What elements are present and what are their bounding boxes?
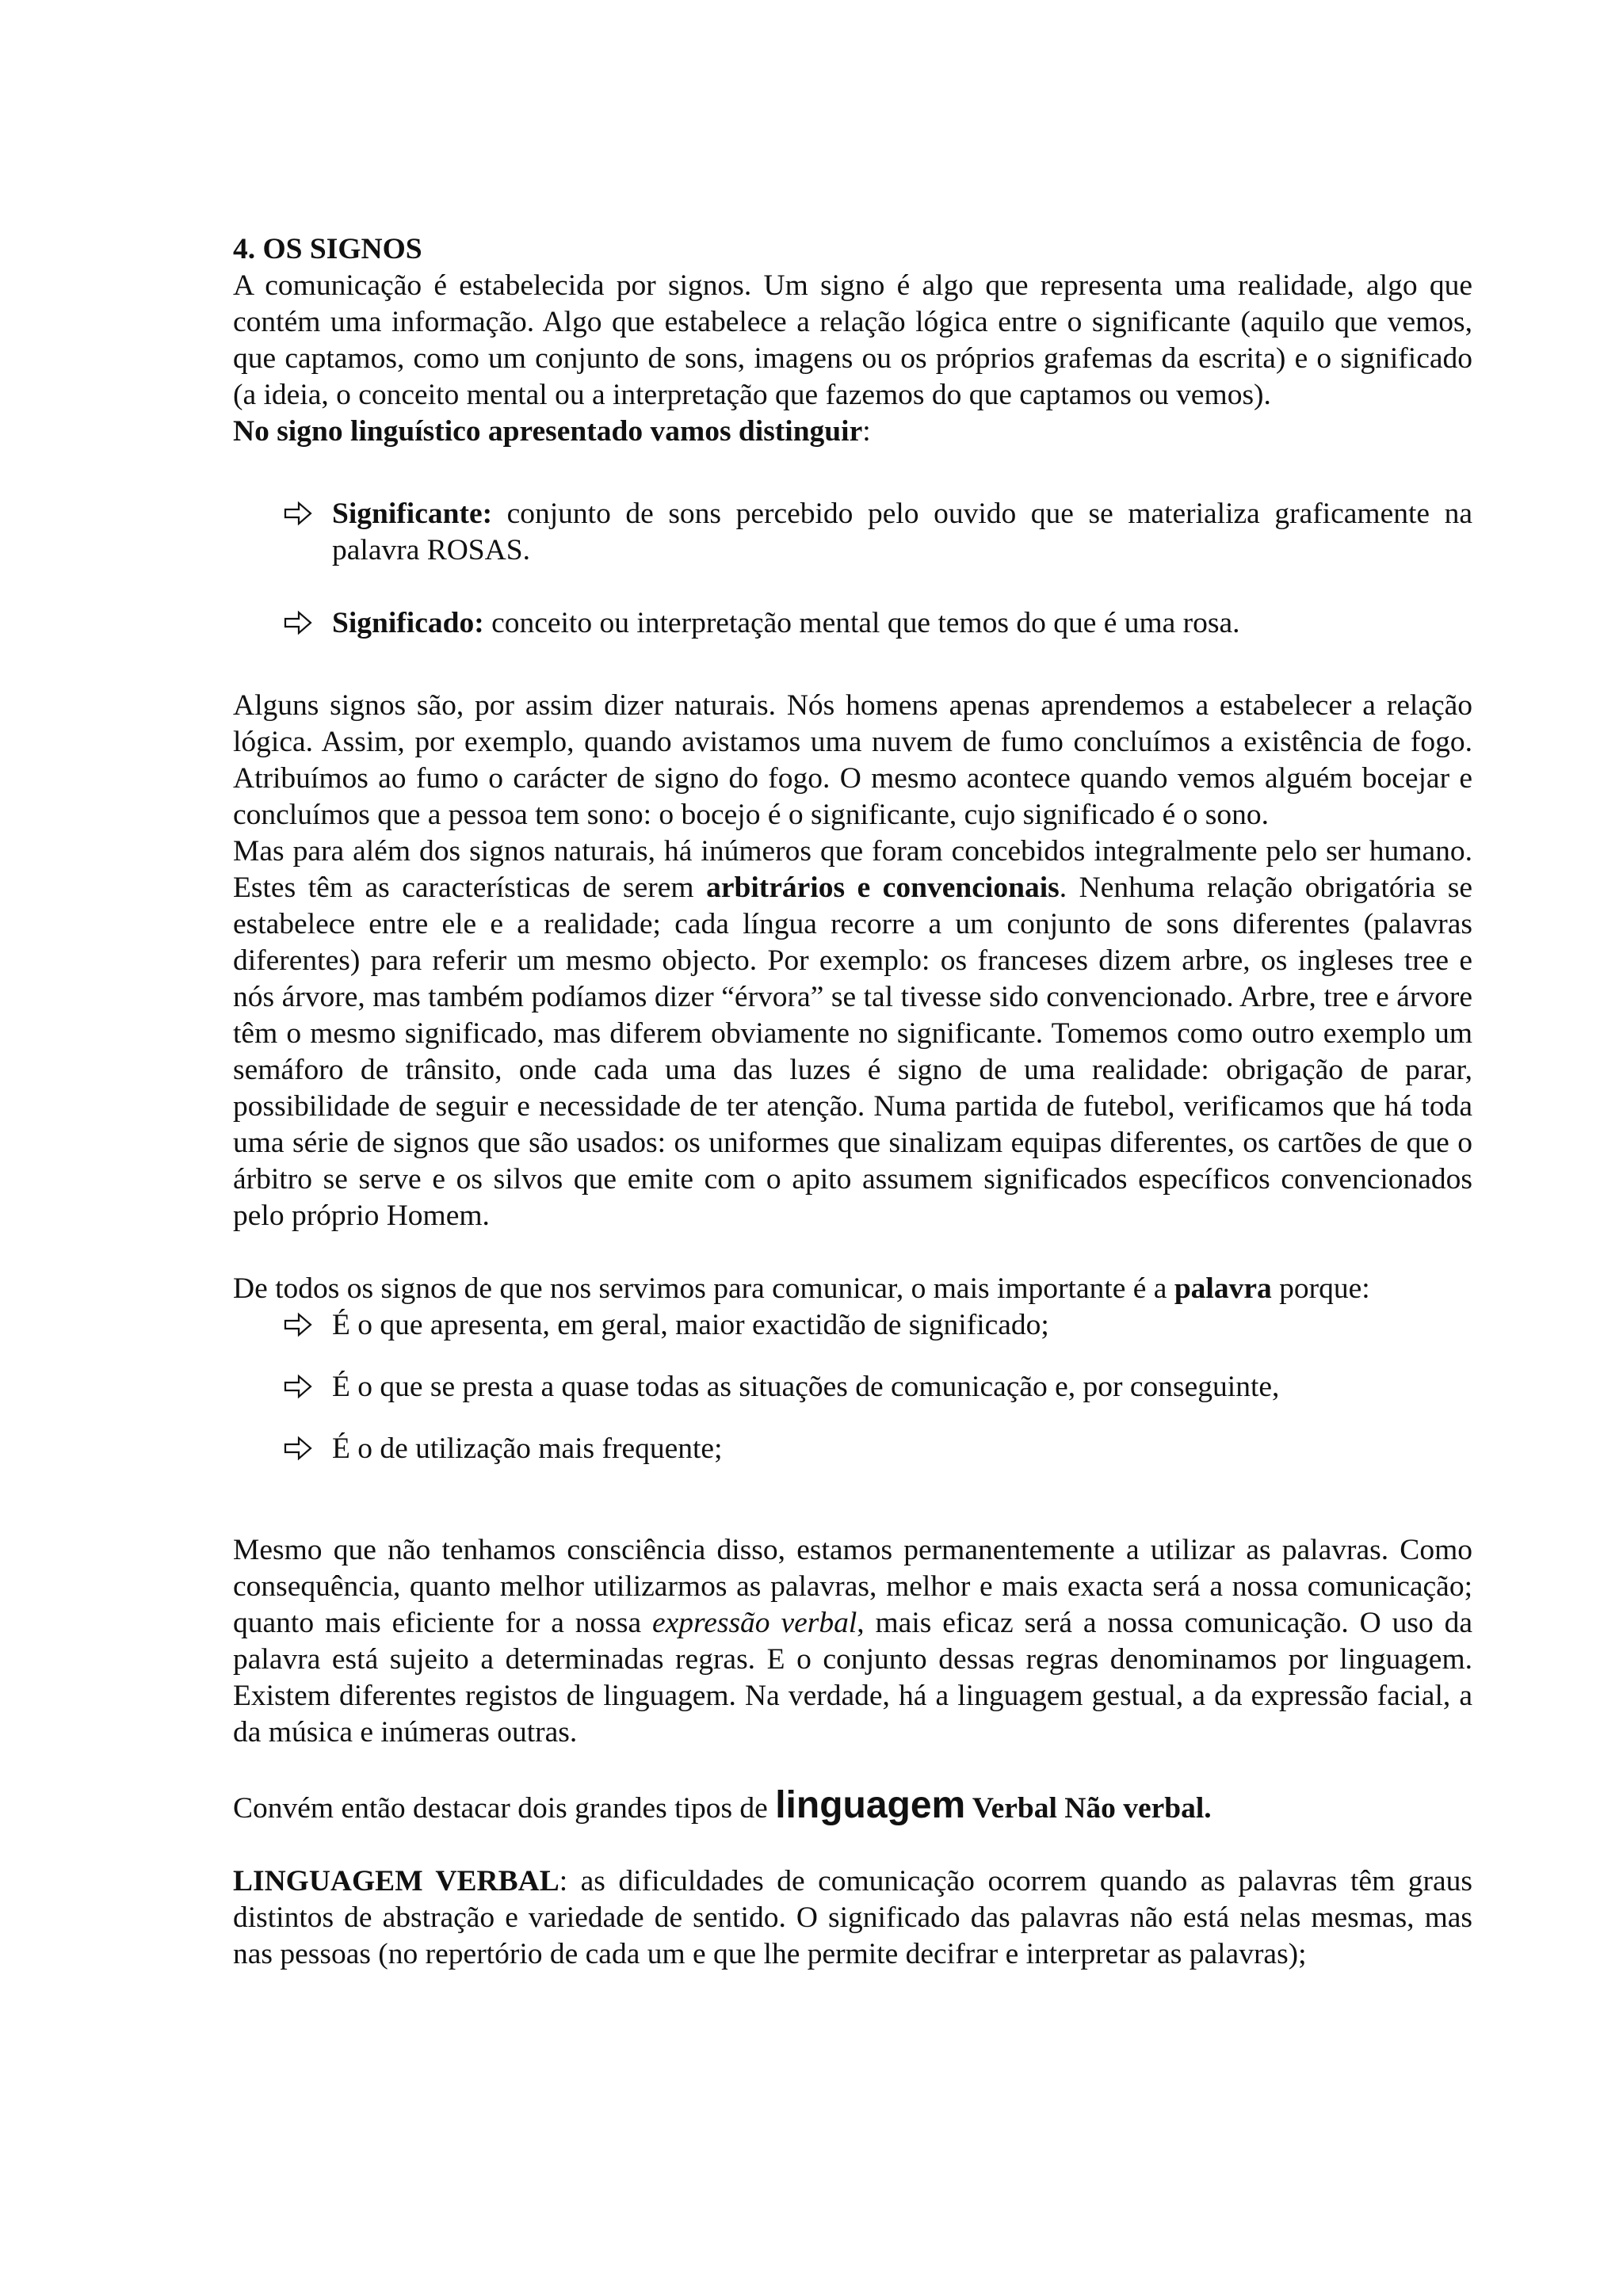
- reason-text: É o que se presta a quase todas as situações de comunicação e, por conseguinte,: [332, 1371, 1280, 1403]
- outline-right-arrow-icon: [282, 1432, 314, 1464]
- linguagem-big-bold: linguagem: [775, 1784, 966, 1826]
- outline-right-arrow-icon: [282, 498, 314, 529]
- list-item-reason-3: [233, 1431, 1472, 1467]
- list-item-reason-1: [233, 1307, 1472, 1344]
- distinguish-colon: :: [862, 415, 871, 448]
- palavra-bold: palavra: [1174, 1272, 1272, 1305]
- list-item-significante: [233, 496, 1472, 569]
- palavra-intro-paragraph: [233, 1271, 1472, 1307]
- arbitrary-signs-paragraph: [233, 833, 1472, 1234]
- expressao-verbal-italic: expressão verbal: [651, 1607, 857, 1639]
- outline-right-arrow-icon: [282, 1371, 314, 1402]
- list-item-reason-2: [233, 1369, 1472, 1405]
- consciousness-paragraph: [233, 1532, 1472, 1751]
- palavra-reasons-list: [233, 1307, 1472, 1467]
- two-types-paragraph: [233, 1784, 1472, 1827]
- definition-significado: conceito ou interpretação mental que temos do que é uma rosa.: [483, 607, 1240, 639]
- outline-right-arrow-icon: [282, 607, 314, 639]
- palavra-text-after: porque:: [1271, 1272, 1370, 1305]
- palavra-text-before: De todos os signos de que nos servimos para comunicar, o mais importante é a: [233, 1272, 1174, 1305]
- term-significante: Significante:: [332, 498, 493, 530]
- section-title: 4. OS SIGNOS: [233, 233, 422, 265]
- distinguish-bold: No signo linguístico apresentado vamos distinguir: [233, 415, 863, 448]
- definition-significante: conjunto de sons percebido pelo ouvido que se materializa graficamente na palavra ROSAS.: [332, 498, 1472, 566]
- consciousness-text-after: , mais eficaz será a nossa comunicação. O uso da palavra está sujeito a determinadas regras. E o conjunto dessas regras denominamos por linguagem. Existem diferentes registos de linguagem. Na verdade, há a linguagem gestual, a da expressão facial, a da música e inúmeras outras.: [233, 1607, 1472, 1749]
- sign-parts-list: [233, 496, 1472, 642]
- document-body: [233, 231, 1472, 1973]
- verbal-text-after: : as dificuldades de comunicação ocorrem quando as palavras têm graus distintos de abstração e variedade de sentido. O significado das palavras não está nelas mesmas, mas nas pessoas (no repertório de cada um e que lhe permite decifrar e interpretar as palavras);: [233, 1865, 1472, 1970]
- natural-signs-paragraph: Alguns signos são, por assim dizer naturais. Nós homens apenas aprendemos a estabelecer a relação lógica. Assim, por exemplo, quando avistamos uma nuvem de fumo concluímos a existência de fogo. Atribuímos ao fumo o carácter de signo do fogo. O mesmo acontece quando vemos alguém bocejar e concluímos que a pessoa tem sono: o bocejo é o significante, cujo significado é o sono.: [233, 689, 1472, 831]
- verbal-heading-bold: LINGUAGEM VERBAL: [233, 1865, 559, 1897]
- two-types-text-before: Convém então destacar dois grandes tipos de: [233, 1792, 776, 1825]
- intro-paragraph: A comunicação é estabelecida por signos. Um signo é algo que representa uma realidade, algo que contém uma informação. Algo que estabelece a relação lógica entre o significante (aquilo que vemos, que captamos, como um conjunto de sons, imagens ou os próprios grafemas da escrita) e o significado (a ideia, o conceito mental ou a interpretação que fazemos do que captamos ou vemos).: [233, 269, 1472, 411]
- arbitrary-bold: arbitrários e convencionais: [706, 871, 1060, 904]
- consciousness-text-before: Mesmo que não tenhamos consciência disso, estamos permanentemente a utilizar as palavras. Como consequência, quanto melhor utilizarmos as palavras, melhor e mais exacta será a nossa comunicação; quanto mais eficiente for a nossa: [233, 1534, 1472, 1639]
- outline-right-arrow-icon: [282, 1309, 314, 1341]
- verbal-paragraph: [233, 1863, 1472, 1973]
- arbitrary-text-before: Mas para além dos signos naturais, há inúmeros que foram concebidos integralmente pelo ser humano. Estes têm as características de serem: [233, 835, 1472, 904]
- term-significado: Significado:: [332, 607, 484, 639]
- reason-text: É o de utilização mais frequente;: [332, 1432, 723, 1465]
- distinguish-line: [233, 414, 1472, 450]
- reason-text: É o que apresenta, em geral, maior exactidão de significado;: [332, 1309, 1049, 1341]
- arbitrary-text-after: . Nenhuma relação obrigatória se estabelece entre ele e a realidade; cada língua recorre a um conjunto de sons diferentes (palavras diferentes) para referir um mesmo objecto. Por exemplo: os franceses dizem arbre, os ingleses tree e nós árvore, mas também podíamos dizer “érvora” se tal tivesse sido convencionado. Arbre, tree e árvore têm o mesmo significado, mas diferem obviamente no significante. Tomemos como outro exemplo um semáforo de trânsito, onde cada uma das luzes é signo de uma realidade: obrigação de parar, possibilidade de seguir e necessidade de ter atenção. Numa partida de futebol, verificamos que há toda uma série de signos que são usados: os uniformes que sinalizam equipas diferentes, os cartões de que o árbitro se serve e os silvos que emite com o apito assumem significados específicos convencionados pelo próprio Homem.: [233, 871, 1473, 1232]
- verbal-nonverbal-bold: Verbal Não verbal.: [965, 1792, 1212, 1825]
- list-item-significado: [233, 605, 1472, 642]
